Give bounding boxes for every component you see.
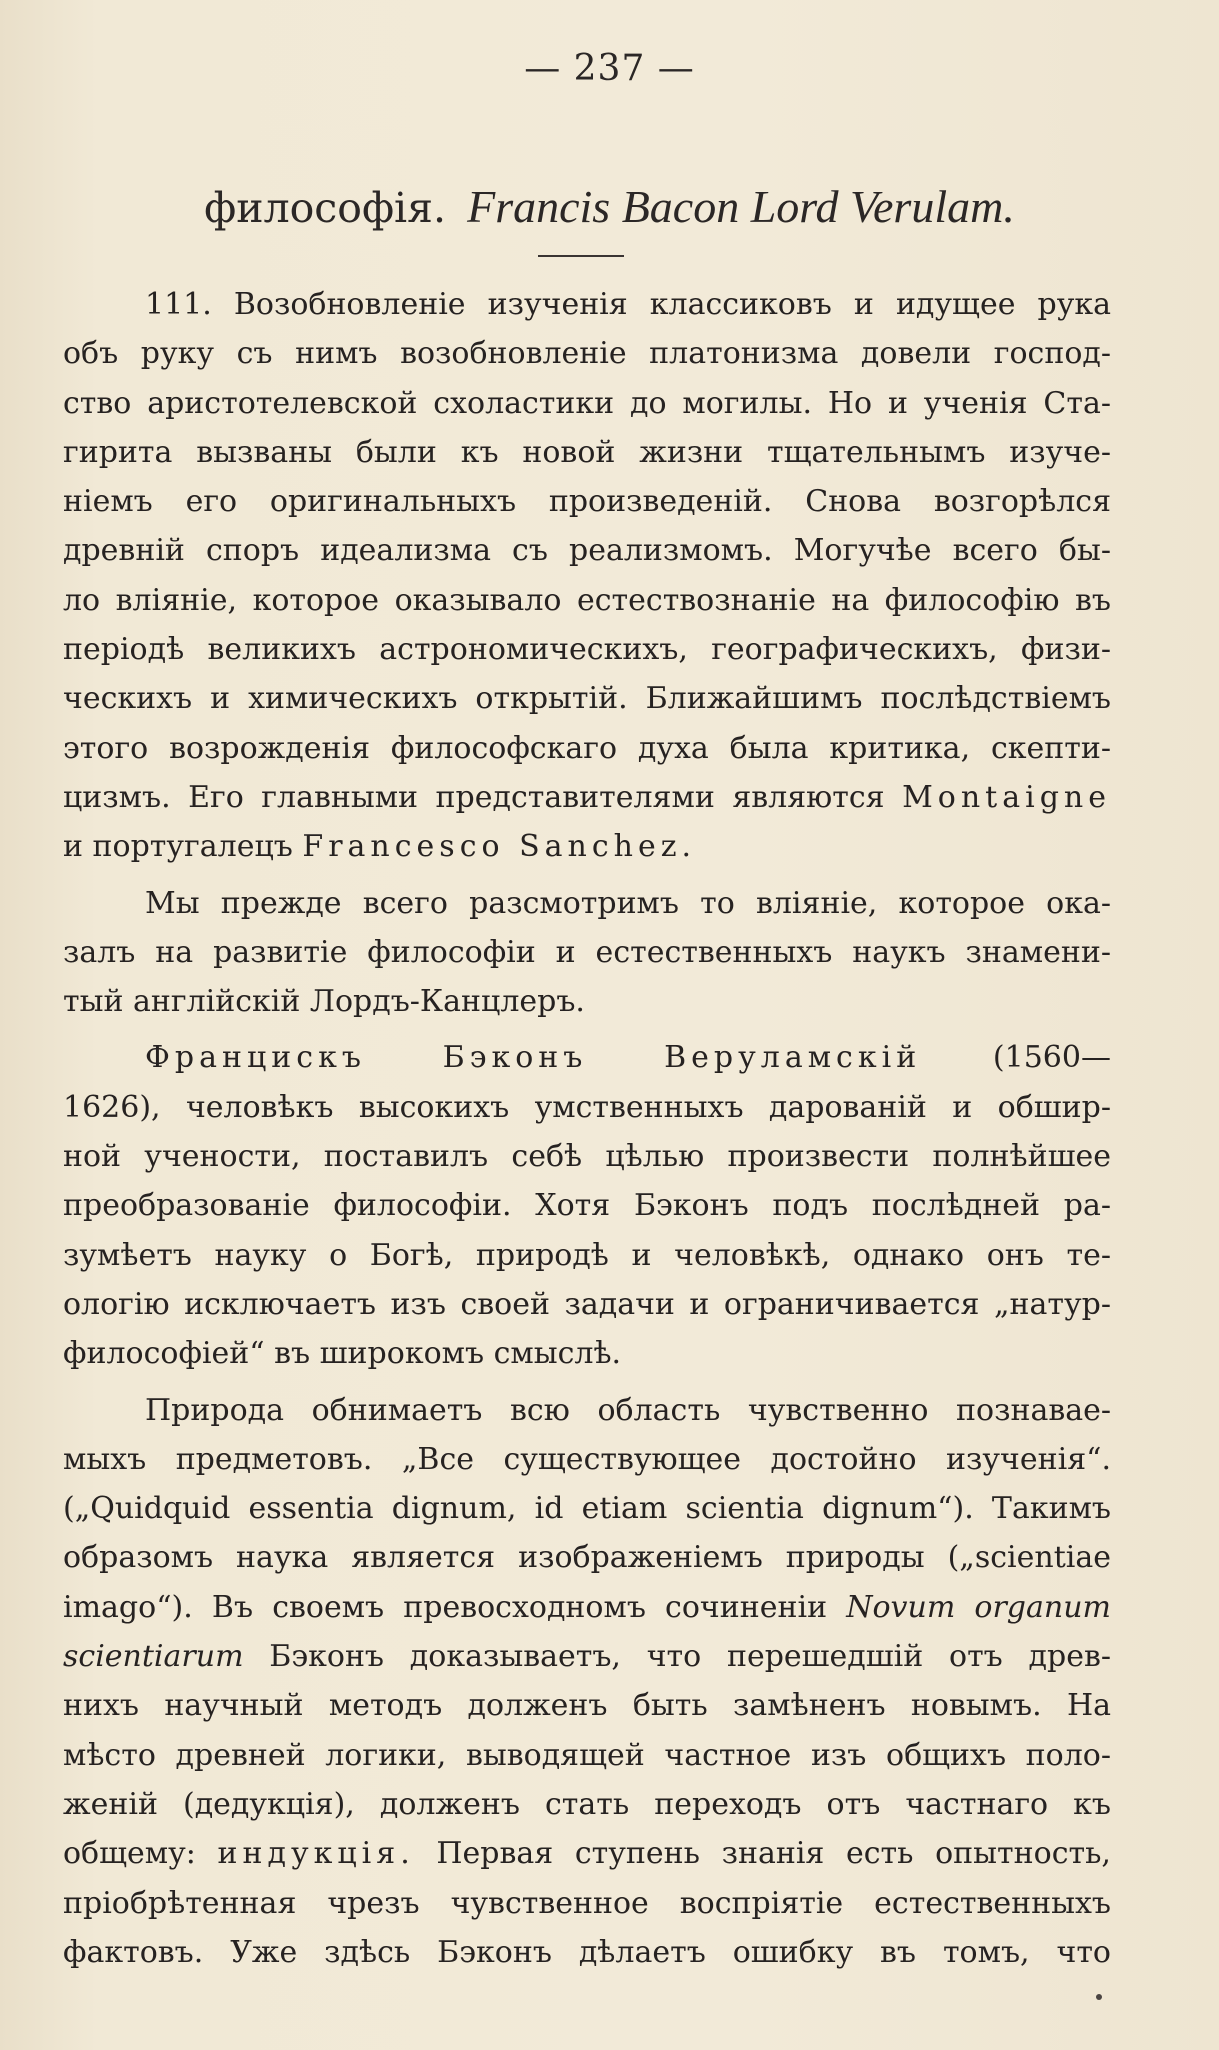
page-number: — 237 — — [524, 48, 695, 89]
text-line: мѣсто древней логики, выводящей частное изъ общихъ поло- — [63, 1737, 1111, 1773]
body-text — [63, 280, 1111, 1977]
text-line: женій (дедукція), долженъ стать переходъ отъ частнаго къ — [63, 1786, 1111, 1822]
heading-latin: Francis Bacon Lord Verulam. — [467, 181, 1015, 232]
text-line: фактовъ. Уже здѣсь Бэконъ дѣлаетъ ошибку въ томъ, что — [63, 1934, 1111, 1970]
paragraph-3 — [63, 1033, 1111, 1378]
text-line: ство аристотелевской схоластики до могилы. Но и ученія Ста- — [63, 385, 1111, 421]
text-run: imago“). Въ своемъ превосходномъ сочиненіи — [63, 1589, 828, 1625]
text-line: этого возрожденія философскаго духа была критика, скепти- — [63, 730, 1111, 766]
text-line: залъ на развитіе философіи и естественныхъ наукъ знамени- — [63, 934, 1111, 970]
heading-russian: философія. — [204, 184, 447, 232]
text-line: Природа обнимаетъ всю область чувственно познавае- — [145, 1392, 1111, 1428]
text-line: гирита вызваны были къ новой жизни тщательнымъ изуче- — [63, 434, 1111, 470]
text-line: образомъ наука является изображеніемъ природы („scientiae — [63, 1540, 1111, 1576]
name-sanchez: Francesco Sanchez. — [302, 829, 697, 865]
text-line: ной учености, поставилъ себѣ цѣлью произвести полнѣйшее — [63, 1139, 1111, 1175]
text-line — [63, 1829, 1111, 1878]
section-heading — [0, 180, 1219, 233]
text-line: преобразованіе философіи. Хотя Бэконъ подъ послѣдней ра- — [63, 1188, 1111, 1224]
text-line: философіей“ въ широкомъ смыслѣ. — [63, 1336, 622, 1372]
text-line: ческихъ и химическихъ открытій. Ближайшимъ послѣдствіемъ — [63, 681, 1111, 717]
text-run: (1560— — [992, 1040, 1111, 1076]
text-line — [63, 1033, 1111, 1082]
name-montaigne: Montaigne — [902, 779, 1111, 815]
text-run: цизмъ. Его главными представителями являются — [63, 779, 885, 815]
paragraph-1 — [63, 280, 1111, 872]
ink-dot — [1096, 1994, 1102, 2000]
text-line: ло вліяніе, которое оказывало естествознаніе на философію въ — [63, 582, 1111, 618]
text-line — [63, 1632, 1111, 1681]
paragraph-2 — [63, 879, 1111, 1027]
text-line: зумѣетъ науку о Богѣ, природѣ и человѣкѣ, однако онъ те- — [63, 1237, 1111, 1273]
paragraph-4 — [63, 1386, 1111, 1978]
text-run: общему: — [63, 1836, 196, 1872]
text-line: („Quidquid essentia dignum, id etiam scientia dignum“). Такимъ — [63, 1491, 1111, 1527]
text-line: періодѣ великихъ астрономическихъ, географическихъ, физи- — [63, 632, 1111, 668]
text-line: Мы прежде всего разсмотримъ то вліяніе, которое ока- — [145, 885, 1111, 921]
text-run: Бэконъ доказываетъ, что перешедшій отъ древ- — [269, 1639, 1111, 1675]
title-scientiarum: scientiarum — [63, 1639, 244, 1675]
text-run: и португалецъ — [63, 829, 293, 865]
text-line: объ руку съ нимъ возобновленіе платонизма довели господ- — [63, 336, 1111, 372]
name-bacon: Францискъ Бэконъ Веруламскій — [145, 1040, 922, 1076]
text-line: 111. Возобновленіе изученія классиковъ и идущее рука — [145, 287, 1111, 322]
text-line: 1626), человѣкъ высокихъ умственныхъ дарованій и обшир- — [63, 1089, 1111, 1125]
text-line — [63, 1583, 1111, 1632]
text-line — [63, 822, 1111, 871]
text-line: нихъ научный методъ долженъ быть замѣненъ новымъ. На — [63, 1688, 1111, 1724]
text-line: древній споръ идеализма съ реализмомъ. Могучѣе всего бы- — [63, 533, 1111, 569]
title-novum-organum: Novum organum — [846, 1589, 1111, 1625]
text-line: ологію исключаетъ изъ своей задачи и ограничивается „натур- — [63, 1286, 1111, 1322]
text-line: мыхъ предметовъ. „Все существующее достойно изученія“. — [63, 1441, 1111, 1477]
text-line — [63, 773, 1111, 822]
term-induction: индукція. — [217, 1836, 415, 1872]
text-line: ніемъ его оригинальныхъ произведеній. Снова возгорѣлся — [63, 484, 1111, 520]
text-run: Первая ступень знанія есть опытность, — [436, 1836, 1111, 1872]
heading-divider — [538, 255, 624, 257]
text-line: тый англійскій Лордъ-Канцлеръ. — [63, 984, 585, 1020]
text-line: пріобрѣтенная чрезъ чувственное воспріятіе естественныхъ — [63, 1885, 1111, 1921]
